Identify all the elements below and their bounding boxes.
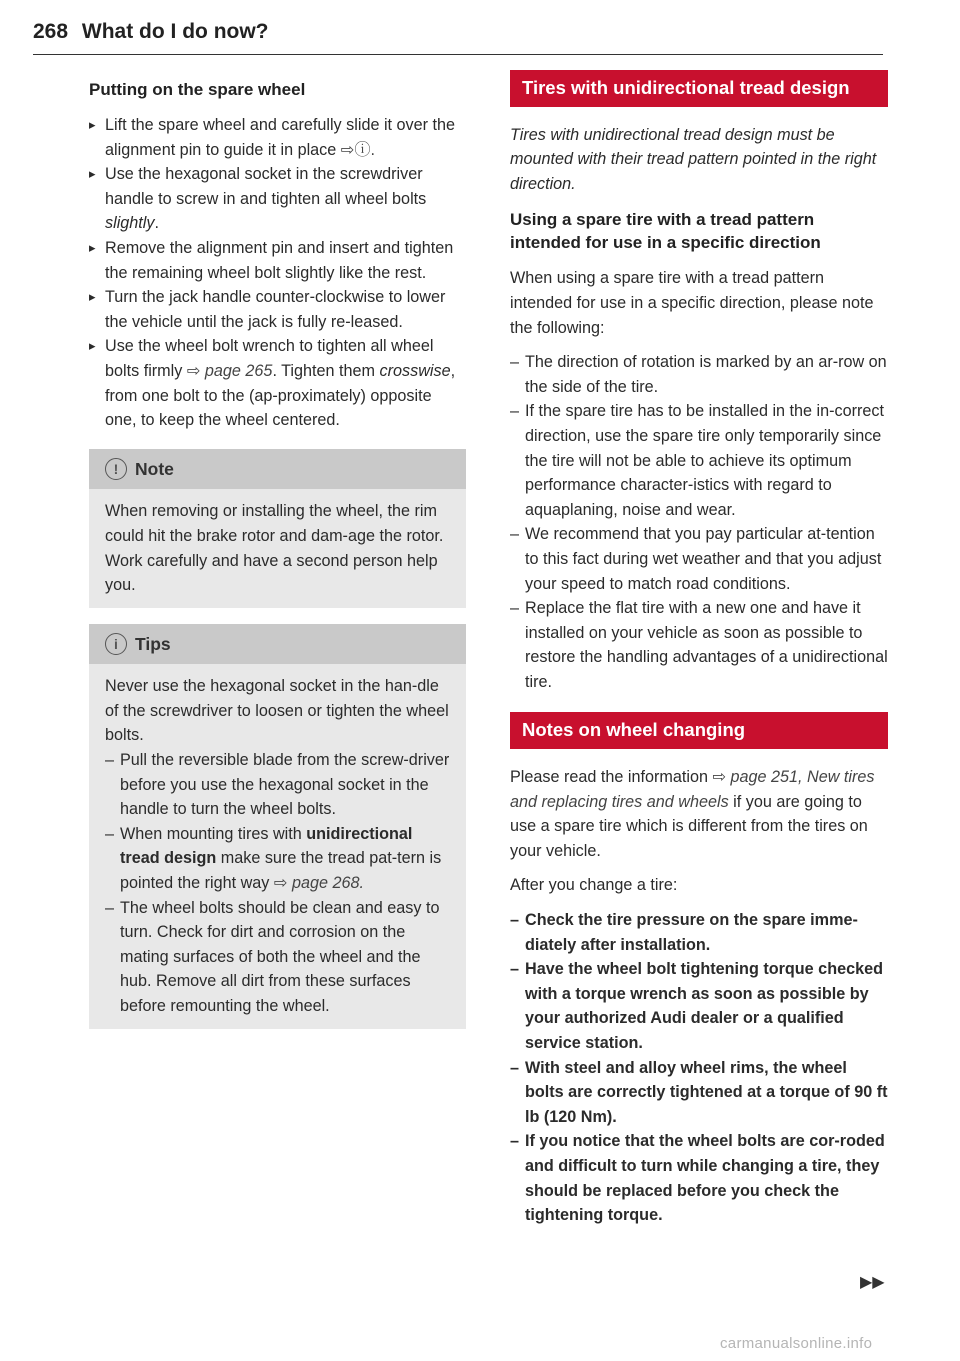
right-column [510,70,888,1228]
note-box-body [89,489,466,607]
step-item: ▸ Lift the spare wheel and carefully slide it over the alignment pin to guide it in place ⇨ⓘ. [89,113,466,162]
tips-item: – The wheel bolts should be clean and easy to turn. Check for dirt and corrosion on the mating surfaces of both the wheel and the hub. Remove all dirt from these surfaces before remounting the wheel. [105,896,450,1019]
page-reference-link[interactable]: ⇨ page 268. [273,874,364,893]
tips-item: – Pull the reversible blade from the screw-driver before you use the hexagonal socket in the handle to turn the wheel bolts. [105,748,450,822]
page-reference-link[interactable]: ⇨ page 265 [186,361,273,380]
tips-title: Tips [135,633,171,654]
chapter-title: What do I do now? [81,20,269,43]
continue-arrow-icon: ▶▶ [860,1274,885,1291]
tips-intro: Never use the hexagonal socket in the han-dle of the screwdriver to loosen or tighten the wheel bolts. [105,677,449,745]
left-column [89,70,466,1029]
step-item: ▸ Turn the jack handle counter-clockwise to lower the vehicle until the jack is fully re-leased. [89,285,466,334]
section-banner-wheel-changing: Notes on wheel changing [510,712,888,749]
step-list [89,113,466,433]
subheading: Using a spare tire with a tread pattern intended for use in a specific direction [510,210,821,253]
note-text: When removing or installing the wheel, the rim could hit the brake rotor and dam-age the rotor. Work carefully and have a second person help you. [105,502,444,595]
watermark: carmanualsonline.info [720,1335,873,1352]
bold-list-item: – Have the wheel bolt tightening torque checked with a torque wrench as soon as possible by your authorized Audi dealer or a qualified service station. [510,957,888,1055]
bold-list-item: – If you notice that the wheel bolts are cor-roded and difficult to turn while changing a tire, they should be replaced before you check the tightening torque. [510,1129,888,1227]
bold-list-item: – With steel and alloy wheel rims, the wheel bolts are correctly tightened at a torque of 90 ft lb (120 Nm). [510,1056,888,1130]
paragraph: After you change a tire: [510,876,678,895]
paragraph: Please read the information ⇨ page 251, New tires and replacing tires and wheels if you are going to use a spare tire which is different from the tires on your vehicle. [510,768,875,860]
bold-list-item: – Check the tire pressure on the spare imme-diately after installation. [510,908,888,957]
tips-box-body [89,664,466,1028]
step-item: ▸ Use the wheel bolt wrench to tighten all wheel bolts firmly ⇨ page 265. Tighten them crosswise, from one bolt to the (ap-proximately) opposite one, to keep the wheel centered. [89,334,466,432]
list-item: – The direction of rotation is marked by an ar-row on the side of the tire. [510,350,888,399]
section-banner-unidirectional: Tires with unidirectional tread design [510,70,888,107]
note-reference-link[interactable]: ⇨ⓘ. [340,140,376,159]
list-item: – We recommend that you pay particular at-tention to this fact during wet weather and that you adjust your speed to match road conditions. [510,522,888,596]
list-item: – Replace the flat tire with a new one and have it installed on your vehicle as soon as possible to restore the handling advantages of a unidirectional tire. [510,596,888,694]
info-circle-icon: i [105,633,127,655]
note-box-header [89,449,466,490]
warning-circle-icon: ! [105,458,127,480]
page-header [33,20,883,55]
tips-box-header [89,624,466,665]
tips-item: – When mounting tires with unidirectional tread design make sure the tread pat-tern is pointed the right way ⇨ page 268. [105,822,450,896]
note-title: Note [135,458,174,479]
section-intro: Tires with unidirectional tread design must be mounted with their tread pattern pointed in the right direction. [510,125,877,193]
page-number: 268 [33,20,69,43]
list-item: – If the spare tire has to be installed in the in-correct direction, use the spare tire only temporarily since the tire will not be able to achieve its optimum performance character-istics with regard to aquaplaning, noise and wear. [510,399,888,522]
step-item: ▸ Remove the alignment pin and insert and tighten the remaining wheel bolt slightly like the rest. [89,236,466,285]
page-reference-link[interactable]: ⇨ page 251, New tires and replacing tires and wheels [510,768,875,811]
step-item: ▸ Use the hexagonal socket in the screwdriver handle to screw in and tighten all wheel bolts slightly. [89,162,466,236]
paragraph: When using a spare tire with a tread pattern intended for use in a specific direction, please note the following: [510,269,874,337]
section-title-spare-wheel: Putting on the spare wheel [89,80,306,99]
